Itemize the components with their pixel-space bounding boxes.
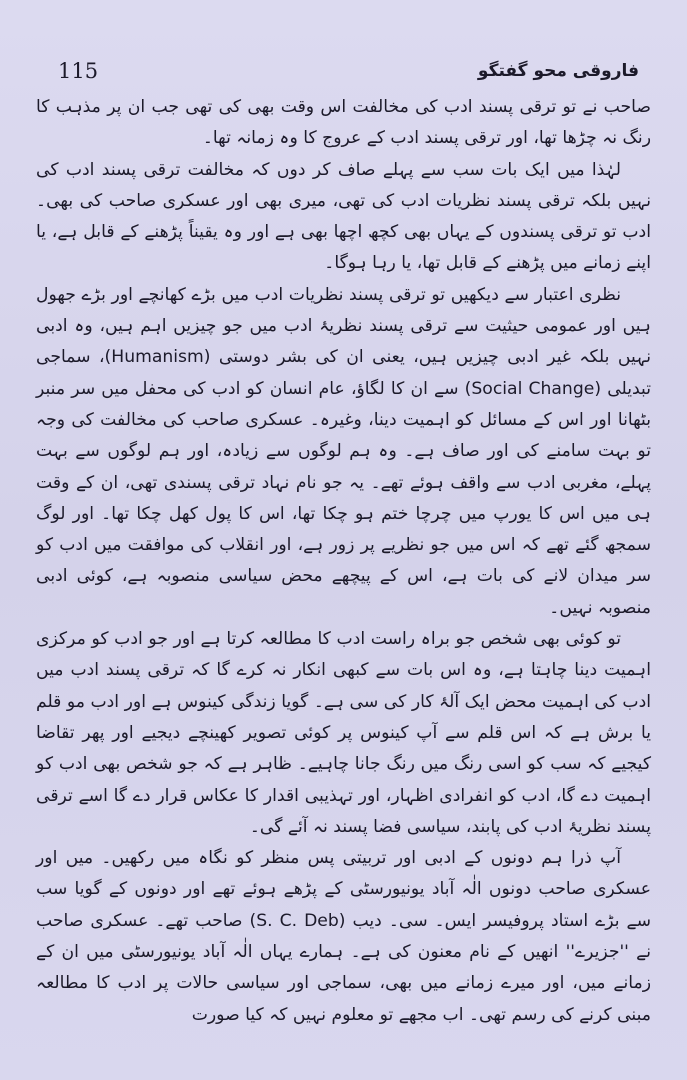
paragraph: نظری اعتبار سے دیکھیں تو ترقی پسند نظریات ادب میں بڑے کھانچے اور بڑے جھول ہیں اور عمومی حیثیت سے ترقی پسند نظریۂ ادب میں جو چیزیں اہم ہیں، وہ ادبی نہیں بلکہ غیر ادبی چیزیں ہیں، یعنی ان کی بشر دوستی (Humanism)، سماجی تبدیلی (Social Change) سے ان کا لگاؤ، عام انسان کو ادب کی محفل میں سر منبر بٹھانا اور اس کے مسائل کو اہمیت دینا، وغیرہ۔ عسکری صاحب کی مخالفت کی وجہ تو بہت سامنے کی اور صاف ہے۔ وہ ہم لوگوں سے زیادہ، اور ہم لوگوں سے بہت پہلے، مغربی ادب سے واقف ہوئے تھے۔ یہ جو نام نہاد ترقی پسندی تھی، ان کے وقت ہی میں اس کا یورپ میں چرچا ختم ہو چکا تھا، اس کا پول کھل چکا تھا۔ اور لوگ سمجھ گئے تھے کہ اس میں جو نظریے پر زور ہے، اور انقلاب کی موافقت میں ادب کو سر میدان لانے کی بات ہے، اس کے پیچھے محض سیاسی منصوبہ ہے، کوئی ادبی منصوبہ نہیں۔ [36,284,652,618]
paragraph: صاحب نے تو ترقی پسند ادب کی مخالفت اس وقت بھی کی تھی جب ان پر مذہب کا رنگ نہ چڑھا تھا، اور ترقی پسند ادب کے عروج کا وہ زمانہ تھا۔ [36,97,651,149]
page-number: 115 [58,59,99,83]
running-head: فاروقی محو گفتگو [477,61,639,81]
page-header [40,55,647,87]
paragraph: لہٰذا میں ایک بات سب سے پہلے صاف کر دوں کہ مخالفت ترقی پسند ادب کی نہیں بلکہ ترقی پسند نظریات ادب کی تھی، میری بھی اور عسکری صاحب کی بھی۔ ادب تو ترقی پسندوں کے یہاں بھی کچھ اچھا بھی ہے اور وہ یقیناً پڑھنے کے قابل ہے، یا اپنے زمانے میں پڑھنے کے قابل تھا، یا رہا ہوگا۔ [36,159,651,274]
paragraph: آپ ذرا ہم دونوں کے ادبی اور تربیتی پس منظر کو نگاہ میں رکھیں۔ میں اور عسکری صاحب دونوں الٰہ آباد یونیورسٹی کے پڑھے ہوئے تھے اور دونوں کے گویا سب سے بڑے استاد پروفیسر ایس۔ سی۔ دیب (S. C. Deb) صاحب تھے۔ عسکری صاحب نے ''جزیرے'' انھیں کے نام معنون کی ہے۔ ہمارے یہاں الٰہ آباد یونیورسٹی میں ان کے زمانے میں، اور میرے زمانے میں بھی، سماجی اور سیاسی حالات پر ادب کا مطالعہ مبنی کرنے کی رسم تھی۔ اب مجھے تو معلوم نہیں کہ کیا صورت [36,848,652,1025]
paragraph: تو کوئی بھی شخص جو براہ راست ادب کا مطالعہ کرتا ہے اور جو ادب کو مرکزی اہمیت دینا چاہتا ہے، وہ اس بات سے کبھی انکار نہ کرے گا کہ ترقی پسند ادب میں ادب کی اہمیت محض ایک آلۂ کار کی سی ہے۔ گویا زندگی کینوس ہے اور ادب مو قلم یا برش ہے کہ اس قلم سے آپ کینوس پر کوئی تصویر کھینچے دیجیے اور پھر تقاضا کیجیے کہ سب کو اسی رنگ میں رنگ جانا چاہیے۔ ظاہر ہے کہ جو شخص بھی ادب کو اہمیت دے گا، ادب کو انفرادی اظہار، اور تہذیبی اقدار کا عکاس قرار دے گا اسے ترقی پسند نظریۂ ادب کی پابند، سیاسی فضا پسند نہ آئے گی۔ [36,629,651,837]
body-text [36,92,651,1031]
